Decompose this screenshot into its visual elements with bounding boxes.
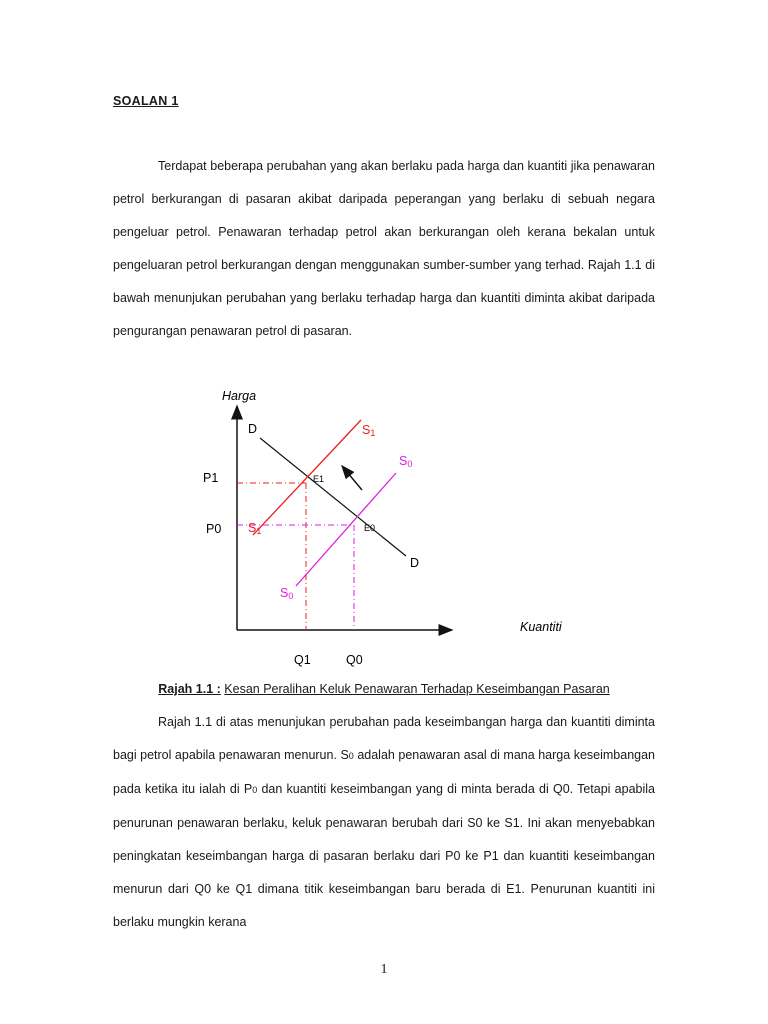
- s1-label-top: S1: [362, 423, 376, 438]
- demand-curve: [260, 438, 406, 556]
- e1-label: E1: [313, 474, 325, 484]
- s0-label-top: S0: [399, 454, 413, 469]
- p1-label: P1: [203, 471, 219, 485]
- demand-label-bottom: D: [410, 556, 420, 570]
- question-heading: SOALAN 1: [113, 94, 179, 108]
- q1-label: Q1: [294, 653, 311, 667]
- caption-label: Rajah 1.1 :: [158, 682, 221, 696]
- figure-caption: [0, 682, 768, 696]
- s1-label-bottom: S1: [248, 521, 262, 536]
- caption-text: Kesan Peralihan Keluk Penawaran Terhadap Keseimbangan Pasaran: [224, 682, 610, 696]
- e0-label: E0: [364, 523, 376, 533]
- y-axis-label: Harga: [222, 389, 257, 403]
- demand-label-top: D: [248, 422, 258, 436]
- supply-curve-s0: [296, 473, 396, 586]
- explanation-paragraph: Rajah 1.1 di atas menunjukan perubahan pada keseimbangan harga dan kuantiti diminta bagi petrol apabila penawaran menurun. S0 adalah penawaran asal di mana harga keseimbangan pada ketika itu ialah di P0 dan kuantiti keseimbangan yang di minta berada di Q0. Tetapi apabila penurunan penawaran berlaku, keluk penawaran berubah dari S0 ke S1. Ini akan menyebabkan peningkatan keseimbangan harga di pasaran berlaku dari P0 ke P1 dan kuantiti keseimbangan menurun dari Q0 ke Q1 dimana titik keseimbangan baru berada di E1. Penurunan kuantiti ini berlaku mungkin kerana: [113, 715, 656, 929]
- supply-demand-diagram: [0, 370, 768, 680]
- intro-paragraph: Terdapat beberapa perubahan yang akan berlaku pada harga dan kuantiti jika penawaran petrol berkurangan di pasaran akibat daripada peperangan yang berlaku di sebuah negara pengeluar petrol. Penawaran terhadap petrol akan berkurangan oleh kerana bekalan untuk pengeluaran petrol berkurangan dengan menggunakan sumber-sumber yang terhad. Rajah 1.1 di bawah menunjukan perubahan yang berlaku terhadap harga dan kuantiti diminta akibat daripada pengurangan penawaran petrol di pasaran.: [113, 159, 655, 338]
- supply-curve-s1: [253, 420, 361, 535]
- s0-label-bottom: S0: [280, 586, 294, 601]
- page-number: 1: [380, 962, 388, 977]
- q0-label: Q0: [346, 653, 363, 667]
- x-axis-label: Kuantiti: [520, 620, 562, 634]
- shift-arrow: [342, 466, 362, 490]
- p0-label: P0: [206, 522, 222, 536]
